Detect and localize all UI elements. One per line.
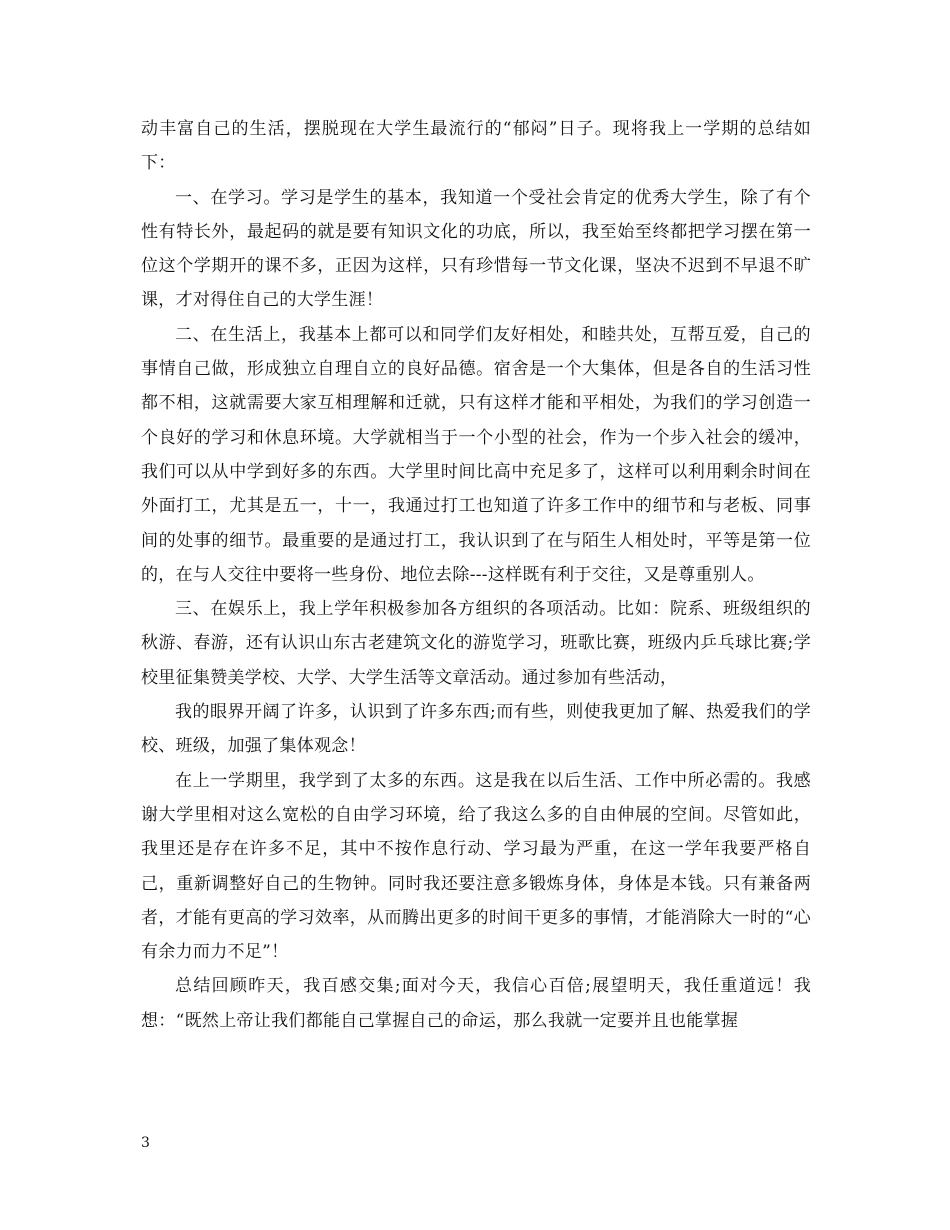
- paragraph-horizon: 我的眼界开阔了许多，认识到了许多东西;而有些，则使我更加了解、热爱我们的学校、班级，加强了集体观念！: [141, 702, 811, 757]
- page-number: 3: [141, 1135, 150, 1151]
- paragraph-life: 二、在生活上，我基本上都可以和同学们友好相处，和睦共处，互帮互爱，自己的事情自己做，形成独立自理自立的良好品德。宿舍是一个大集体，但是各自的生活习性都不相，这就需要大家互相理解和迁就，只有这样才能和平相处，为我们的学习创造一个良好的学习和休息环境。大学就相当于一个小型的社会，作为一个步入社会的缓冲，我们可以从中学到好多的东西。大学里时间比高中充足多了，这样可以利用剩余时间在外面打工，尤其是五一，十一，我通过打工也知道了许多工作中的细节和与老板、同事间的处事的细节。最重要的是通过打工，我认识到了在与陌生人相处时，平等是第一位的，在与人交往中要将一些身份、地位去除---这样既有利于交往，又是尊重别人。: [141, 324, 811, 585]
- paragraph-entertainment: 三、在娱乐上，我上学年积极参加各方组织的各项活动。比如：院系、班级组织的秋游、春游，还有认识山东古老建筑文化的游览学习，班歌比赛，班级内乒乓球比赛;学校里征集赞美学校、大学、大学生活等文章活动。通过参加有些活动，: [141, 599, 811, 688]
- paragraph-intro-continuation: 动丰富自己的生活，摆脱现在大学生最流行的“郁闷”日子。现将我上一学期的总结如下：: [141, 119, 811, 174]
- body-text: [141, 112, 811, 1038]
- paragraph-study: 一、在学习。学习是学生的基本，我知道一个受社会肯定的优秀大学生，除了有个性有特长外，最起码的就是要有知识文化的功底，所以，我至始至终都把学习摆在第一位这个学期开的课不多，正因为这样，只有珍惜每一节文化课，坚决不迟到不早退不旷课，才对得住自己的大学生涯！: [141, 187, 811, 311]
- paragraph-conclusion: 总结回顾昨天，我百感交集;面对今天，我信心百倍;展望明天，我任重道远！我想：“既然上帝让我们都能自己掌握自己的命运，那么我就一定要并且也能掌握: [141, 976, 811, 1031]
- paragraph-reflection: 在上一学期里，我学到了太多的东西。这是我在以后生活、工作中所必需的。我感谢大学里相对这么宽松的自由学习环境，给了我这么多的自由伸展的空间。尽管如此，我里还是存在许多不足，其中不按作息行动、学习最为严重，在这一学年我要严格自己，重新调整好自己的生物钟。同时我还要注意多锻炼身体，身体是本钱。只有兼备两者，才能有更高的学习效率，从而腾出更多的时间干更多的事情，才能消除大一时的“心有余力而力不足”！: [141, 770, 811, 963]
